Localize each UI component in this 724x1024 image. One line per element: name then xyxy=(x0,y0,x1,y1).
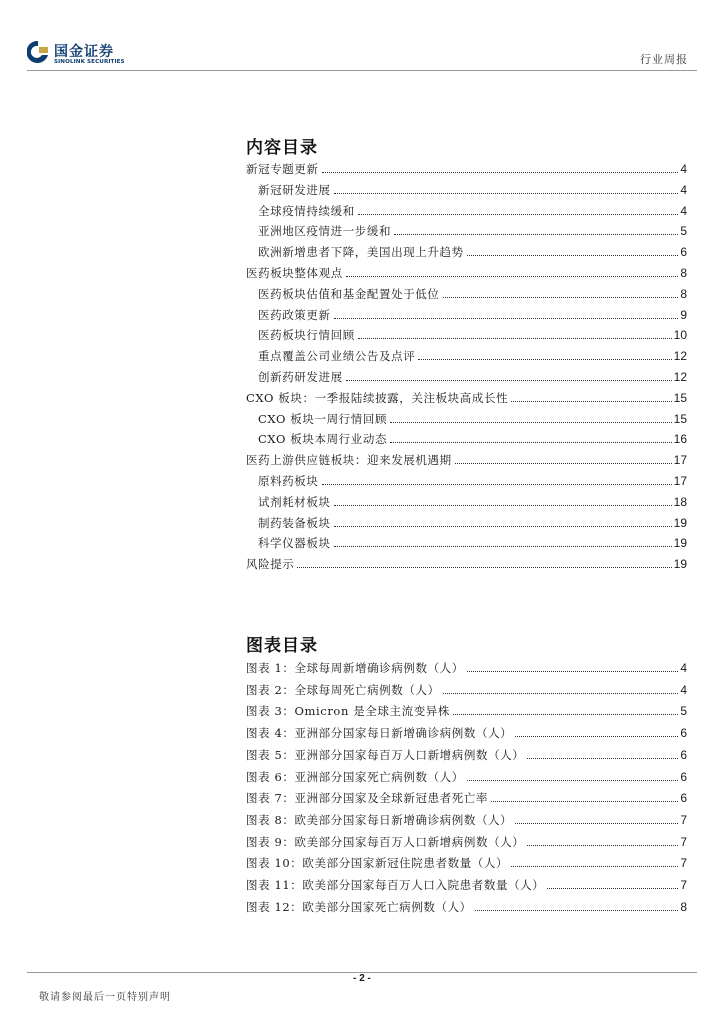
toc-dot-leader xyxy=(346,380,672,381)
toc-entry-page: 6 xyxy=(680,791,687,806)
toc-entry-page: 6 xyxy=(680,747,687,762)
toc-entry-page: 16 xyxy=(673,432,687,447)
contents-title: 内容目录 xyxy=(246,138,318,158)
toc-entry[interactable] xyxy=(258,410,687,426)
toc-entry-page: 15 xyxy=(673,390,687,405)
toc-dot-leader xyxy=(418,359,671,360)
toc-entry[interactable] xyxy=(258,181,687,197)
toc-entry-page: 5 xyxy=(680,224,687,239)
toc-dot-leader xyxy=(515,736,678,737)
toc-dot-leader xyxy=(511,401,671,402)
toc-entry[interactable] xyxy=(246,724,687,740)
toc-entry-page: 7 xyxy=(680,878,687,892)
toc-entry-page: 4 xyxy=(680,682,687,697)
toc-entry-page: 15 xyxy=(673,411,687,426)
toc-entry[interactable] xyxy=(246,702,687,718)
toc-dot-leader xyxy=(334,193,679,194)
toc-entry-page: 6 xyxy=(680,726,687,741)
toc-entry-label: 图表 5：亚洲部分国家每百万人口新增病例数（人） xyxy=(246,747,525,762)
toc-entry-label: 欧洲新增患者下降，美国出现上升趋势 xyxy=(258,245,464,260)
toc-entry-label: CXO 板块：一季报陆续披露，关注板块高成长性 xyxy=(246,390,509,405)
toc-entry-page: 10 xyxy=(673,328,687,343)
toc-entry-page: 9 xyxy=(680,307,687,322)
logo-icon xyxy=(27,40,49,64)
toc-dot-leader xyxy=(334,546,672,547)
toc-entry-label: 医药板块估值和基金配置处于低位 xyxy=(258,286,440,301)
toc-entry[interactable] xyxy=(258,514,687,530)
toc-entry-page: 4 xyxy=(680,661,687,675)
toc-entry-page: 19 xyxy=(673,515,687,530)
toc-dot-leader xyxy=(297,567,671,568)
toc-entry[interactable] xyxy=(258,306,687,322)
toc-entry-page: 7 xyxy=(680,856,687,871)
toc-entry[interactable] xyxy=(246,854,687,870)
toc-entry-page: 4 xyxy=(680,182,687,197)
toc-dot-leader xyxy=(475,910,679,911)
toc-dot-leader xyxy=(346,276,679,277)
toc-entry[interactable] xyxy=(246,768,687,784)
company-logo xyxy=(27,40,137,70)
toc-entry-label: 制药装备板块 xyxy=(258,515,331,530)
toc-entry[interactable] xyxy=(246,811,687,827)
toc-dot-leader xyxy=(527,758,678,759)
toc-entry-label: 科学仪器板块 xyxy=(258,536,331,551)
toc-entry[interactable] xyxy=(246,264,687,280)
toc-entry[interactable] xyxy=(246,898,687,914)
toc-entry-label: 医药板块整体观点 xyxy=(246,266,343,280)
logo-english-name: SINOLINK SECURITIES xyxy=(54,59,125,65)
toc-dot-leader xyxy=(390,422,672,423)
toc-dot-leader xyxy=(467,780,678,781)
toc-entry[interactable] xyxy=(246,789,687,805)
toc-entry-label: 图表 8：欧美部分国家每日新增确诊病例数（人） xyxy=(246,812,513,827)
toc-entry-page: 8 xyxy=(680,266,687,280)
toc-dot-leader xyxy=(515,823,678,824)
toc-dot-leader xyxy=(467,255,679,256)
toc-entry[interactable] xyxy=(258,493,687,509)
toc-dot-leader xyxy=(358,338,672,339)
toc-entry[interactable] xyxy=(258,430,687,446)
toc-entry[interactable] xyxy=(246,833,687,849)
toc-entry-page: 17 xyxy=(673,453,687,468)
toc-dot-leader xyxy=(443,297,679,298)
toc-entry-label: 图表 1：全球每周新增确诊病例数（人） xyxy=(246,661,464,675)
toc-dot-leader xyxy=(334,318,679,319)
toc-entry[interactable] xyxy=(258,222,687,238)
toc-dot-leader xyxy=(390,442,672,443)
toc-dot-leader xyxy=(358,214,679,215)
toc-dot-leader xyxy=(334,526,672,527)
toc-entry-page: 8 xyxy=(680,899,687,914)
toc-entry-label: 新冠专题更新 xyxy=(246,162,319,176)
toc-entry-label: 医药上游供应链板块：迎来发展机遇期 xyxy=(246,453,452,468)
report-type-label: 行业周报 xyxy=(640,53,688,66)
toc-entry[interactable] xyxy=(246,746,687,762)
toc-entry-label: 亚洲地区疫情进一步缓和 xyxy=(258,224,392,239)
toc-dot-leader xyxy=(322,172,679,173)
toc-entry-page: 12 xyxy=(673,370,687,384)
toc-entry[interactable] xyxy=(258,243,687,259)
toc-entry[interactable] xyxy=(246,681,687,697)
toc-entry-label: 全球疫情持续缓和 xyxy=(258,203,355,218)
page-header xyxy=(0,0,724,80)
page-number: - 2 - xyxy=(353,973,371,984)
toc-entry-page: 4 xyxy=(680,162,687,176)
toc-entry-page: 12 xyxy=(673,349,687,364)
toc-entry-label: 试剂耗材板块 xyxy=(258,494,331,509)
toc-dot-leader xyxy=(491,801,678,802)
toc-dot-leader xyxy=(527,845,678,846)
toc-entry[interactable] xyxy=(246,451,687,467)
toc-entry-label: 图表 2：全球每周死亡病例数（人） xyxy=(246,682,440,697)
logo-chinese-name: 国金证券 xyxy=(54,44,114,60)
toc-entry-label: 图表 6：亚洲部分国家死亡病例数（人） xyxy=(246,769,464,784)
toc-entry-label: 图表 10：欧美部分国家新冠住院患者数量（人） xyxy=(246,856,509,871)
toc-entry[interactable] xyxy=(258,202,687,218)
header-divider xyxy=(27,70,697,71)
figures-title: 图表目录 xyxy=(246,636,318,656)
toc-entry[interactable] xyxy=(246,555,687,571)
toc-dot-leader xyxy=(334,505,672,506)
toc-entry[interactable] xyxy=(258,534,687,550)
toc-entry-page: 6 xyxy=(680,769,687,784)
toc-entry-label: 重点覆盖公司业绩公告及点评 xyxy=(258,349,416,364)
toc-entry-label: 新冠研发进展 xyxy=(258,182,331,197)
toc-entry-page: 7 xyxy=(680,812,687,827)
toc-entry[interactable] xyxy=(258,285,687,301)
toc-entry-label: 医药板块行情回顾 xyxy=(258,328,355,343)
toc-entry-label: 图表 11：欧美部分国家每百万人口入院患者数量（人） xyxy=(246,878,545,892)
toc-dot-leader xyxy=(443,693,679,694)
toc-entry-label: 图表 9：欧美部分国家每百万人口新增病例数（人） xyxy=(246,834,525,849)
toc-entry-page: 18 xyxy=(673,494,687,509)
toc-entry-label: 图表 12：欧美部分国家死亡病例数（人） xyxy=(246,899,472,914)
toc-entry-label: 医药政策更新 xyxy=(258,307,331,322)
toc-entry-page: 17 xyxy=(673,474,687,488)
toc-dot-leader xyxy=(453,714,678,715)
toc-entry-label: 原料药板块 xyxy=(258,474,319,488)
toc-entry-page: 19 xyxy=(673,557,687,572)
toc-entry-page: 6 xyxy=(680,245,687,260)
toc-entry-label: 图表 3：Omicron 是全球主流变异株 xyxy=(246,704,451,719)
toc-entry-label: 风险提示 xyxy=(246,557,295,572)
toc-entry[interactable] xyxy=(246,659,687,675)
toc-entry-page: 7 xyxy=(680,834,687,849)
toc-entry-label: CXO 板块一周行情回顾 xyxy=(258,411,388,426)
toc-entry[interactable] xyxy=(246,160,687,176)
toc-dot-leader xyxy=(467,671,678,672)
toc-dot-leader xyxy=(547,888,678,889)
toc-dot-leader xyxy=(511,866,678,867)
toc-entry-page: 4 xyxy=(680,203,687,218)
toc-entry-page: 8 xyxy=(680,286,687,301)
toc-entry-label: 图表 4：亚洲部分国家每日新增确诊病例数（人） xyxy=(246,726,513,741)
toc-dot-leader xyxy=(394,234,678,235)
toc-entry-label: 图表 7：亚洲部分国家及全球新冠患者死亡率 xyxy=(246,791,489,806)
toc-dot-leader xyxy=(322,484,672,485)
toc-entry-page: 19 xyxy=(673,536,687,551)
toc-entry-label: CXO 板块本周行业动态 xyxy=(258,432,388,447)
toc-entry[interactable] xyxy=(258,472,687,488)
toc-entry-page: 5 xyxy=(680,704,687,719)
toc-entry[interactable] xyxy=(246,876,687,892)
toc-entry[interactable] xyxy=(258,368,687,384)
toc-entry[interactable] xyxy=(258,326,687,342)
footer-disclaimer: 敬请参阅最后一页特别声明 xyxy=(39,992,171,1003)
toc-entry[interactable] xyxy=(246,389,687,405)
toc-dot-leader xyxy=(455,463,672,464)
toc-entry-label: 创新药研发进展 xyxy=(258,370,343,384)
toc-entry[interactable] xyxy=(258,347,687,363)
